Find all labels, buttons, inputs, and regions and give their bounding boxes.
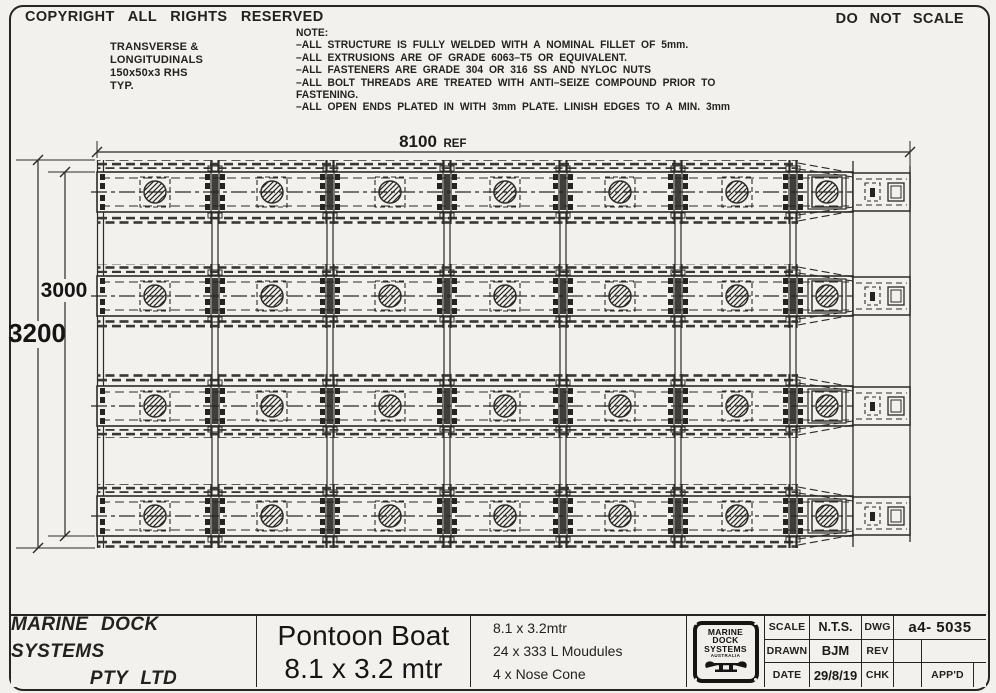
rev-cell-empty (893, 640, 921, 664)
svg-text:REF: REF (443, 138, 467, 150)
logo-text-3: SYSTEMS (704, 643, 747, 654)
drawn-label: DRAWN (765, 640, 809, 664)
dimension-3200 (8, 155, 95, 553)
logo-text-4: AUSTRALIA (710, 653, 741, 658)
appd-label: APP'D (921, 663, 973, 687)
pontoon-row-3 (91, 374, 910, 438)
rev-value-empty (921, 640, 986, 664)
member-spec-note-line: LONGITUDINALS (110, 54, 204, 66)
note-line: –ALL BOLT THREADS ARE TREATED WITH ANTI–SEIZE COMPOUND PRIOR TO FASTENING. (296, 76, 716, 102)
pontoon-row-2 (91, 264, 910, 328)
date-label: DATE (772, 669, 802, 682)
company-name: MARINE DOCK SYSTEMS (11, 614, 159, 662)
title-block (11, 614, 986, 687)
dimension-3000 (41, 167, 95, 541)
drawing-title-cell (256, 616, 470, 687)
revision-grid (764, 616, 986, 687)
copyright-notice: COPYRIGHT ALL RIGHTS RESERVED (25, 9, 324, 25)
pontoon-row-4 (91, 484, 910, 548)
note-line: –ALL OPEN ENDS PLATED IN WITH 3mm PLATE. LINISH EDGES TO A MIN. 3mm (296, 101, 731, 114)
scale-label: SCALE (765, 616, 809, 640)
parts-list-line: 24 x 333 L Moudules (493, 643, 623, 659)
chk-cell-empty (893, 663, 921, 687)
parts-list-line: 4 x Nose Cone (493, 666, 586, 682)
company-suffix: PTY LTD (89, 668, 178, 689)
company-logo (693, 621, 759, 683)
date-value: 29/8/19 (809, 663, 861, 687)
do-not-scale-note: DO NOT SCALE (835, 11, 964, 27)
member-spec-note-line: TYP. (110, 80, 134, 92)
svg-text:3200: 3200 (8, 318, 66, 348)
note-line: –ALL FASTENERS ARE GRADE 304 OR 316 SS AND NYLOC NUTS (296, 64, 652, 77)
scale-value: N.T.S. (809, 616, 861, 640)
dwg-number: a4- 5035 (893, 616, 986, 640)
member-spec-note-line: TRANSVERSE & (110, 41, 199, 53)
dwg-label: DWG (861, 616, 893, 640)
logo-cell (686, 616, 764, 687)
rev-label: REV (861, 640, 893, 664)
appd-cell-empty (973, 663, 986, 687)
pontoon-row-1 (91, 160, 910, 224)
drawn-value: BJM (809, 640, 861, 664)
svg-text:8100: 8100 (399, 132, 437, 151)
boat-cleat-icon (703, 659, 749, 673)
note-line: –ALL EXTRUSIONS ARE OF GRADE 6063–T5 OR EQUIVALENT. (296, 51, 627, 64)
note-title: NOTE: (296, 27, 329, 39)
member-spec-note-line: 150x50x3 RHS (110, 67, 188, 79)
logo-text-1: MARINE (707, 626, 744, 637)
drawing-size: 8.1 x 3.2 mtr (284, 652, 443, 684)
parts-list-line: 8.1 x 3.2mtr (493, 620, 567, 636)
logo-inner (697, 625, 755, 679)
logo-text-2: DOCK (712, 635, 739, 645)
chk-label: CHK (861, 663, 893, 687)
company-cell (11, 616, 256, 687)
parts-list-cell (470, 616, 686, 687)
drawing-title: Pontoon Boat (277, 619, 450, 651)
svg-text:3000: 3000 (40, 279, 88, 302)
note-line: –ALL STRUCTURE IS FULLY WELDED WITH A NOMINAL FILLET OF 5mm. (296, 39, 689, 52)
